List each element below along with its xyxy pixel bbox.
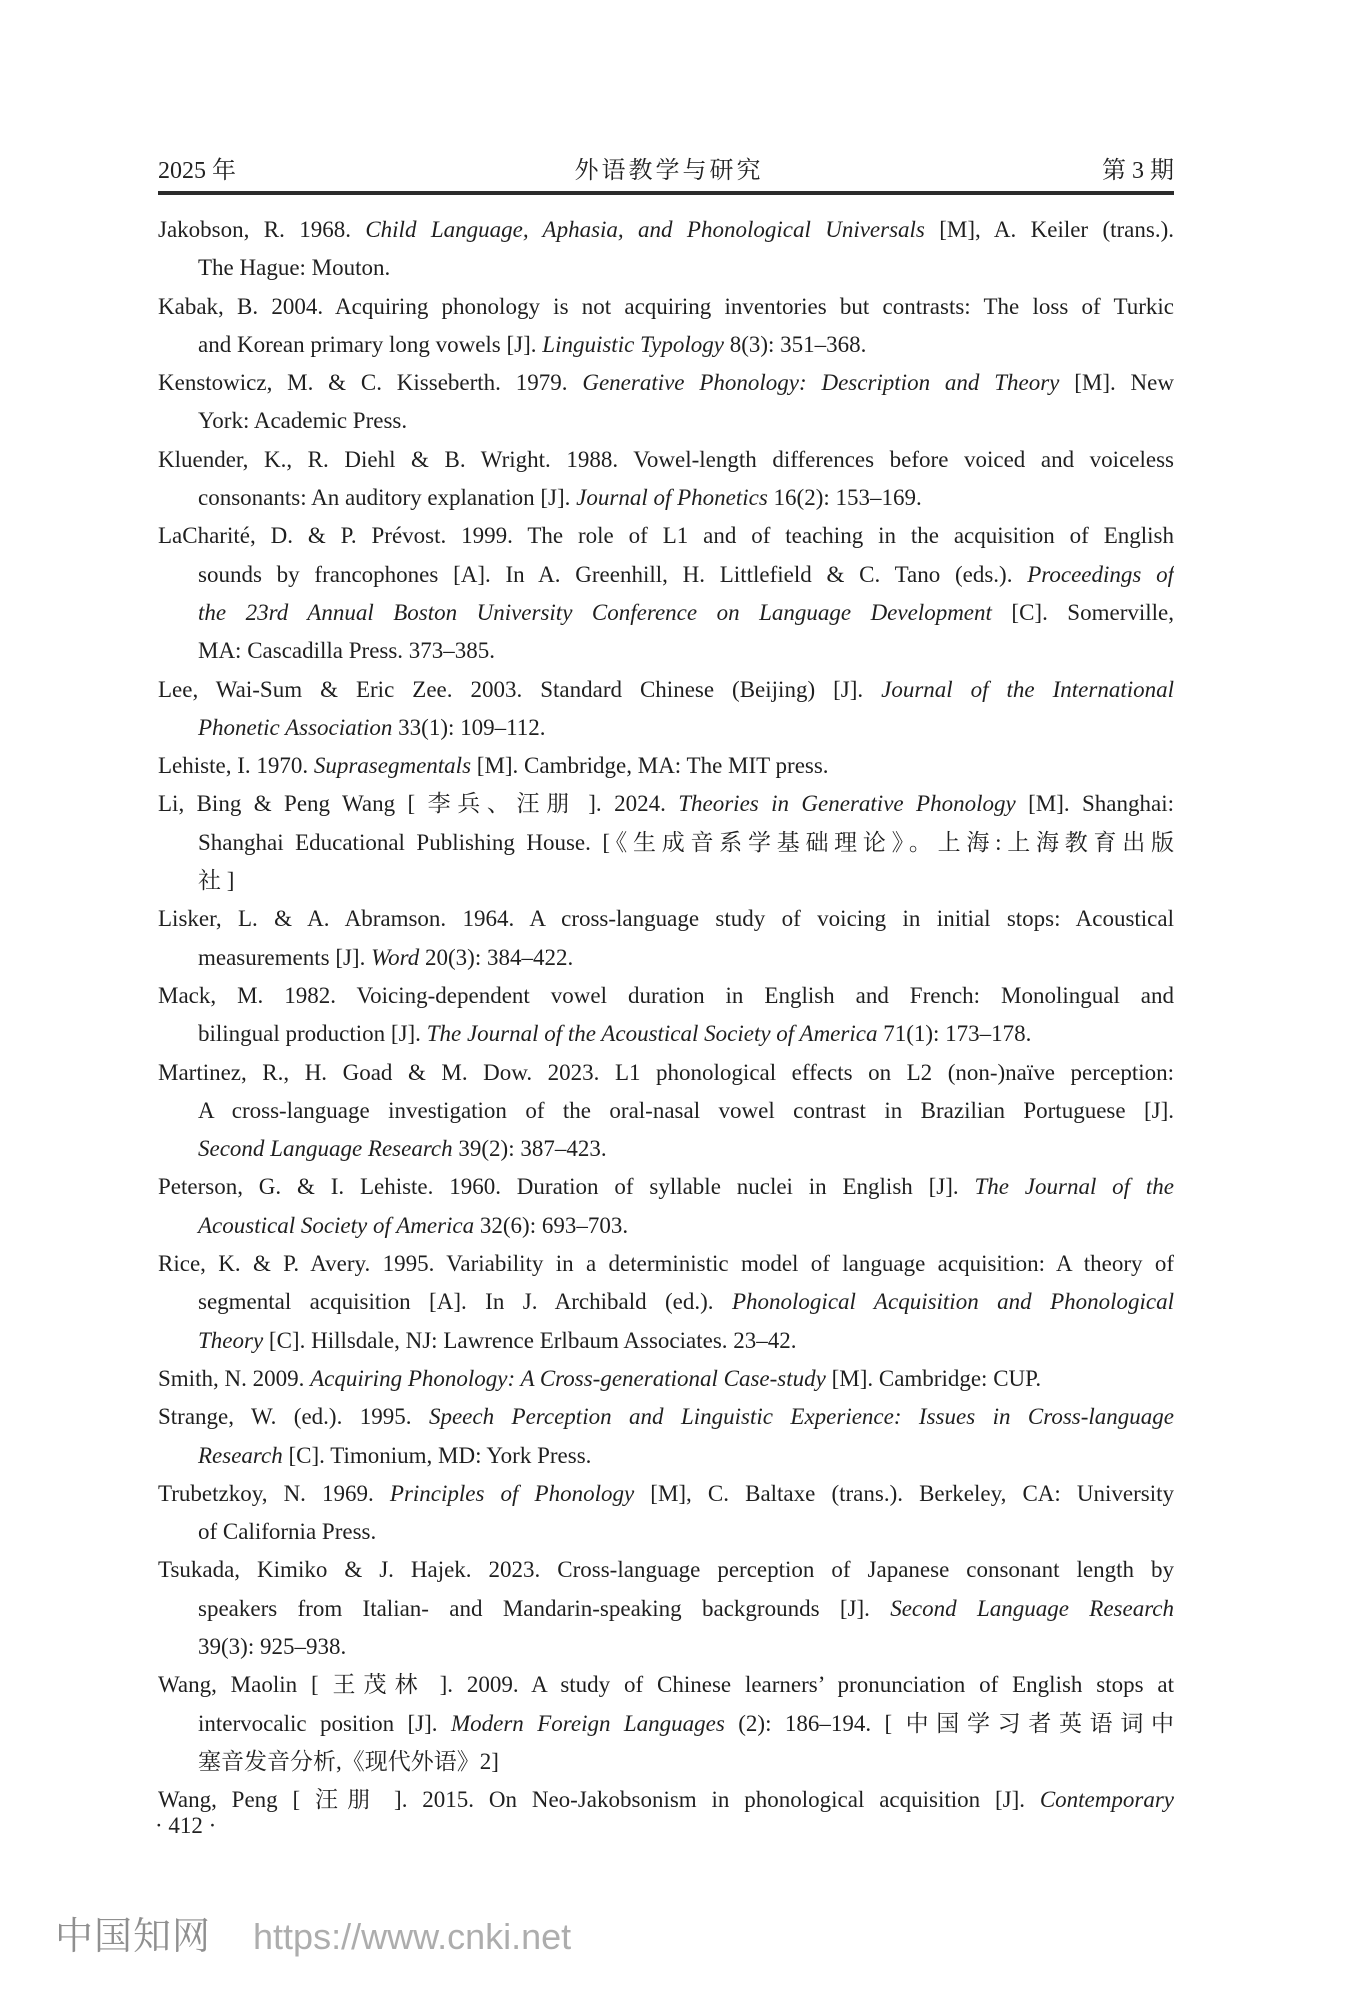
reference-line [158, 1245, 1174, 1283]
reference-text-segment: speakers from Italian- and Mandarin-speaking backgrounds [J]. [198, 1595, 891, 1621]
reference-title-segment: Proceedings of [1027, 561, 1174, 587]
reference-entry [158, 288, 1174, 365]
reference-text-segment: 39(2): 387–423. [452, 1136, 607, 1162]
reference-line [158, 364, 1174, 402]
reference-text-segment: [M]. New [1059, 370, 1174, 396]
page-number: · 412 · [155, 1813, 217, 1838]
reference-text-segment: Jakobson, R. 1968. [158, 217, 366, 242]
reference-line [158, 1207, 1174, 1245]
reference-text-segment: 20(3): 384–422. [419, 944, 574, 970]
reference-title-segment: Acquiring Phonology: A Cross-generational Case-study [310, 1365, 826, 1391]
reference-line [158, 747, 1174, 785]
reference-text-segment: 71(1): 173–178. [877, 1021, 1032, 1047]
reference-text-segment: York: Academic Press. [198, 408, 408, 434]
reference-title-segment: Journal of Phonetics [576, 485, 768, 511]
reference-entry [158, 1666, 1174, 1781]
reference-entry [158, 1398, 1174, 1475]
reference-text-segment: A cross-language investigation of the oral-nasal vowel contrast in Brazilian Portuguese [J]. [198, 1097, 1174, 1123]
reference-text-segment: Kenstowicz, M. & C. Kisseberth. 1979. [158, 370, 583, 396]
reference-line [158, 249, 1174, 287]
reference-text-segment: 32(6): 693–703. [474, 1212, 629, 1238]
reference-text-segment: Wang, Peng [ 汪朋 ]. 2015. On Neo-Jakobsonism in phonological acquisition [J]. [158, 1787, 1040, 1813]
reference-text-segment: 社 ] [198, 868, 235, 894]
reference-text-segment: [C]. Timonium, MD: York Press. [282, 1442, 592, 1468]
reference-entry [158, 1475, 1174, 1552]
reference-title-segment: Theories in Generative Phonology [678, 791, 1016, 817]
reference-text-segment: [C]. Hillsdale, NJ: Lawrence Erlbaum Associates. 23–42. [263, 1327, 797, 1353]
reference-entry [158, 1551, 1174, 1666]
reference-entry [158, 1781, 1174, 1819]
reference-title-segment: Principles of Phonology [389, 1480, 635, 1506]
reference-title-segment: Acoustical Society of America [198, 1212, 475, 1238]
reference-line [158, 862, 1174, 900]
reference-title-segment: Word [371, 944, 420, 970]
reference-entry [158, 977, 1174, 1054]
reference-title-segment: Phonological Acquisition and Phonological [731, 1289, 1174, 1315]
reference-text-segment: Rice, K. & P. Avery. 1995. Variability in a deterministic model of language acquisition: A theory of [158, 1251, 1174, 1277]
reference-title-segment: Phonetic Association [198, 714, 393, 740]
reference-line [158, 1437, 1174, 1475]
reference-title-segment: The Journal of the Acoustical Society of America [426, 1021, 878, 1047]
reference-line [158, 1322, 1174, 1360]
reference-title-segment: Linguistic Typology [542, 331, 724, 357]
reference-text-segment: Peterson, G. & I. Lehiste. 1960. Duration of syllable nuclei in English [J]. [158, 1174, 975, 1200]
reference-text-segment: 塞音发音分析,《现代外语》2] [198, 1748, 499, 1774]
reference-line [158, 1475, 1174, 1513]
cnki-brand-text: 中国知网 [55, 1916, 212, 1958]
reference-text-segment: segmental acquisition [A]. In J. Archibald (ed.). [198, 1289, 732, 1315]
reference-line [158, 479, 1174, 517]
reference-title-segment: the 23rd Annual Boston University Conference on Language Development [198, 599, 992, 625]
reference-text-segment: [M]. Cambridge, MA: The MIT press. [471, 753, 829, 779]
reference-title-segment: Journal of the International [881, 676, 1174, 702]
reference-line [158, 1360, 1174, 1398]
reference-text-segment: Smith, N. 2009. [158, 1365, 311, 1391]
reference-line [158, 1551, 1174, 1589]
reference-entry [158, 441, 1174, 518]
reference-line [158, 900, 1174, 938]
cnki-url-text: https://www.cnki.net [253, 1916, 572, 1957]
reference-line [158, 939, 1174, 977]
reference-entry [158, 671, 1174, 748]
reference-entry [158, 364, 1174, 441]
reference-text-segment: intervocalic position [J]. [198, 1710, 451, 1736]
reference-text-segment: MA: Cascadilla Press. 373–385. [198, 638, 496, 664]
header-issue: 第 3 期 [1102, 158, 1174, 184]
header-year: 2025 年 [158, 158, 236, 184]
reference-text-segment: Wang, Maolin [ 王茂林 ]. 2009. A study of Chinese learners’ pronunciation of English stops at [158, 1672, 1174, 1698]
reference-line [158, 1054, 1174, 1092]
reference-text-segment: Mack, M. 1982. Voicing-dependent vowel duration in English and French: Monolingual and [158, 982, 1174, 1008]
reference-line [158, 824, 1174, 862]
reference-line [158, 1092, 1174, 1130]
reference-title-segment: Suprasegmentals [313, 753, 472, 779]
reference-text-segment: Lee, Wai-Sum & Eric Zee. 2003. Standard Chinese (Beijing) [J]. [158, 676, 882, 702]
reference-line [158, 1283, 1174, 1321]
reference-title-segment: Modern Foreign Languages [450, 1710, 725, 1736]
reference-line [158, 402, 1174, 440]
reference-entry [158, 1054, 1174, 1169]
reference-line [158, 594, 1174, 632]
cnki-watermark [55, 1905, 571, 1960]
reference-text-segment: 8(3): 351–368. [723, 331, 867, 357]
reference-line [158, 977, 1174, 1015]
reference-line [158, 709, 1174, 747]
reference-line [158, 785, 1174, 823]
reference-text-segment: Martinez, R., H. Goad & M. Dow. 2023. L1 phonological effects on L2 (non-)naïve perception: [158, 1059, 1174, 1085]
reference-text-segment: 33(1): 109–112. [392, 714, 546, 740]
reference-text-segment: of California Press. [198, 1519, 377, 1545]
reference-title-segment: Second Language Research [890, 1595, 1174, 1621]
reference-text-segment: 16(2): 153–169. [767, 485, 922, 511]
reference-text-segment: Lehiste, I. 1970. [158, 753, 314, 779]
reference-text-segment: measurements [J]. [198, 944, 372, 970]
reference-text-segment: LaCharité, D. & P. Prévost. 1999. The role of L1 and of teaching in the acquisition of English [158, 523, 1174, 549]
reference-entry [158, 1245, 1174, 1360]
reference-entry [158, 785, 1174, 900]
reference-text-segment: bilingual production [J]. [198, 1021, 427, 1047]
reference-text-segment: (2): 186–194. [ 中国学习者英语词中 [724, 1710, 1174, 1736]
reference-text-segment: Trubetzkoy, N. 1969. [158, 1480, 390, 1506]
reference-line [158, 1590, 1174, 1628]
reference-text-segment: Li, Bing & Peng Wang [ 李兵、汪朋 ]. 2024. [158, 791, 679, 817]
reference-text-segment: sounds by francophones [A]. In A. Greenhill, H. Littlefield & C. Tano (eds.). [198, 561, 1028, 587]
reference-line [158, 1168, 1174, 1206]
header-journal-title: 外语教学与研究 [574, 158, 764, 184]
reference-text-segment: and Korean primary long vowels [J]. [198, 331, 543, 357]
reference-text-segment: Kabak, B. 2004. Acquiring phonology is not acquiring inventories but contrasts: The loss of Turkic [158, 293, 1174, 319]
reference-line [158, 556, 1174, 594]
reference-line [158, 632, 1174, 670]
reference-title-segment: Second Language Research [198, 1136, 453, 1162]
reference-entry [158, 747, 1174, 785]
reference-entry [158, 1360, 1174, 1398]
reference-line [158, 1130, 1174, 1168]
reference-line [158, 211, 1174, 249]
reference-title-segment: Research [198, 1442, 283, 1468]
header-rule [158, 191, 1174, 195]
reference-line [158, 1781, 1174, 1819]
reference-line [158, 1398, 1174, 1436]
reference-entry [158, 1168, 1174, 1245]
reference-line [158, 1513, 1174, 1551]
reference-text-segment: [M], A. Keiler (trans.). [924, 217, 1174, 242]
reference-entry [158, 517, 1174, 670]
reference-line [158, 326, 1174, 364]
reference-line [158, 1705, 1174, 1743]
reference-line [158, 1743, 1174, 1781]
reference-text-segment: Strange, W. (ed.). 1995. [158, 1404, 429, 1430]
reference-entry [158, 211, 1174, 288]
reference-line [158, 517, 1174, 555]
reference-line [158, 1628, 1174, 1666]
reference-text-segment: Lisker, L. & A. Abramson. 1964. A cross-language study of voicing in initial stops: Acoustical [158, 906, 1174, 932]
reference-line [158, 288, 1174, 326]
reference-line [158, 441, 1174, 479]
reference-text-segment: [M], C. Baltaxe (trans.). Berkeley, CA: University [634, 1480, 1174, 1506]
reference-title-segment: Contemporary [1039, 1787, 1174, 1813]
reference-text-segment: Kluender, K., R. Diehl & B. Wright. 1988. Vowel-length differences before voiced and voiceless [158, 446, 1174, 472]
reference-title-segment: Theory [198, 1327, 264, 1353]
reference-text-segment: The Hague: Mouton. [198, 255, 391, 281]
reference-text-segment: [M]. Shanghai: [1015, 791, 1174, 817]
reference-text-segment: 39(3): 925–938. [198, 1633, 347, 1659]
reference-text-segment: Shanghai Educational Publishing House. [《生成音系学基础理论》。上海:上海教育出版 [198, 829, 1174, 855]
references-list [158, 211, 1174, 1819]
reference-entry [158, 900, 1174, 977]
reference-text-segment: Tsukada, Kimiko & J. Hajek. 2023. Cross-language perception of Japanese consonant length by [158, 1557, 1174, 1583]
reference-text-segment: [C]. Somerville, [991, 599, 1174, 625]
running-head [158, 150, 1174, 185]
reference-title-segment: Generative Phonology: Description and Theory [582, 370, 1060, 396]
reference-text-segment: consonants: An auditory explanation [J]. [198, 485, 577, 511]
reference-title-segment: The Journal of the [974, 1174, 1174, 1200]
reference-title-segment: Speech Perception and Linguistic Experience: Issues in Cross-language [428, 1404, 1174, 1430]
reference-line [158, 1015, 1174, 1053]
reference-line [158, 1666, 1174, 1704]
reference-text-segment: [M]. Cambridge: CUP. [825, 1365, 1042, 1391]
reference-title-segment: Child Language, Aphasia, and Phonological Universals [365, 217, 925, 242]
reference-line [158, 671, 1174, 709]
